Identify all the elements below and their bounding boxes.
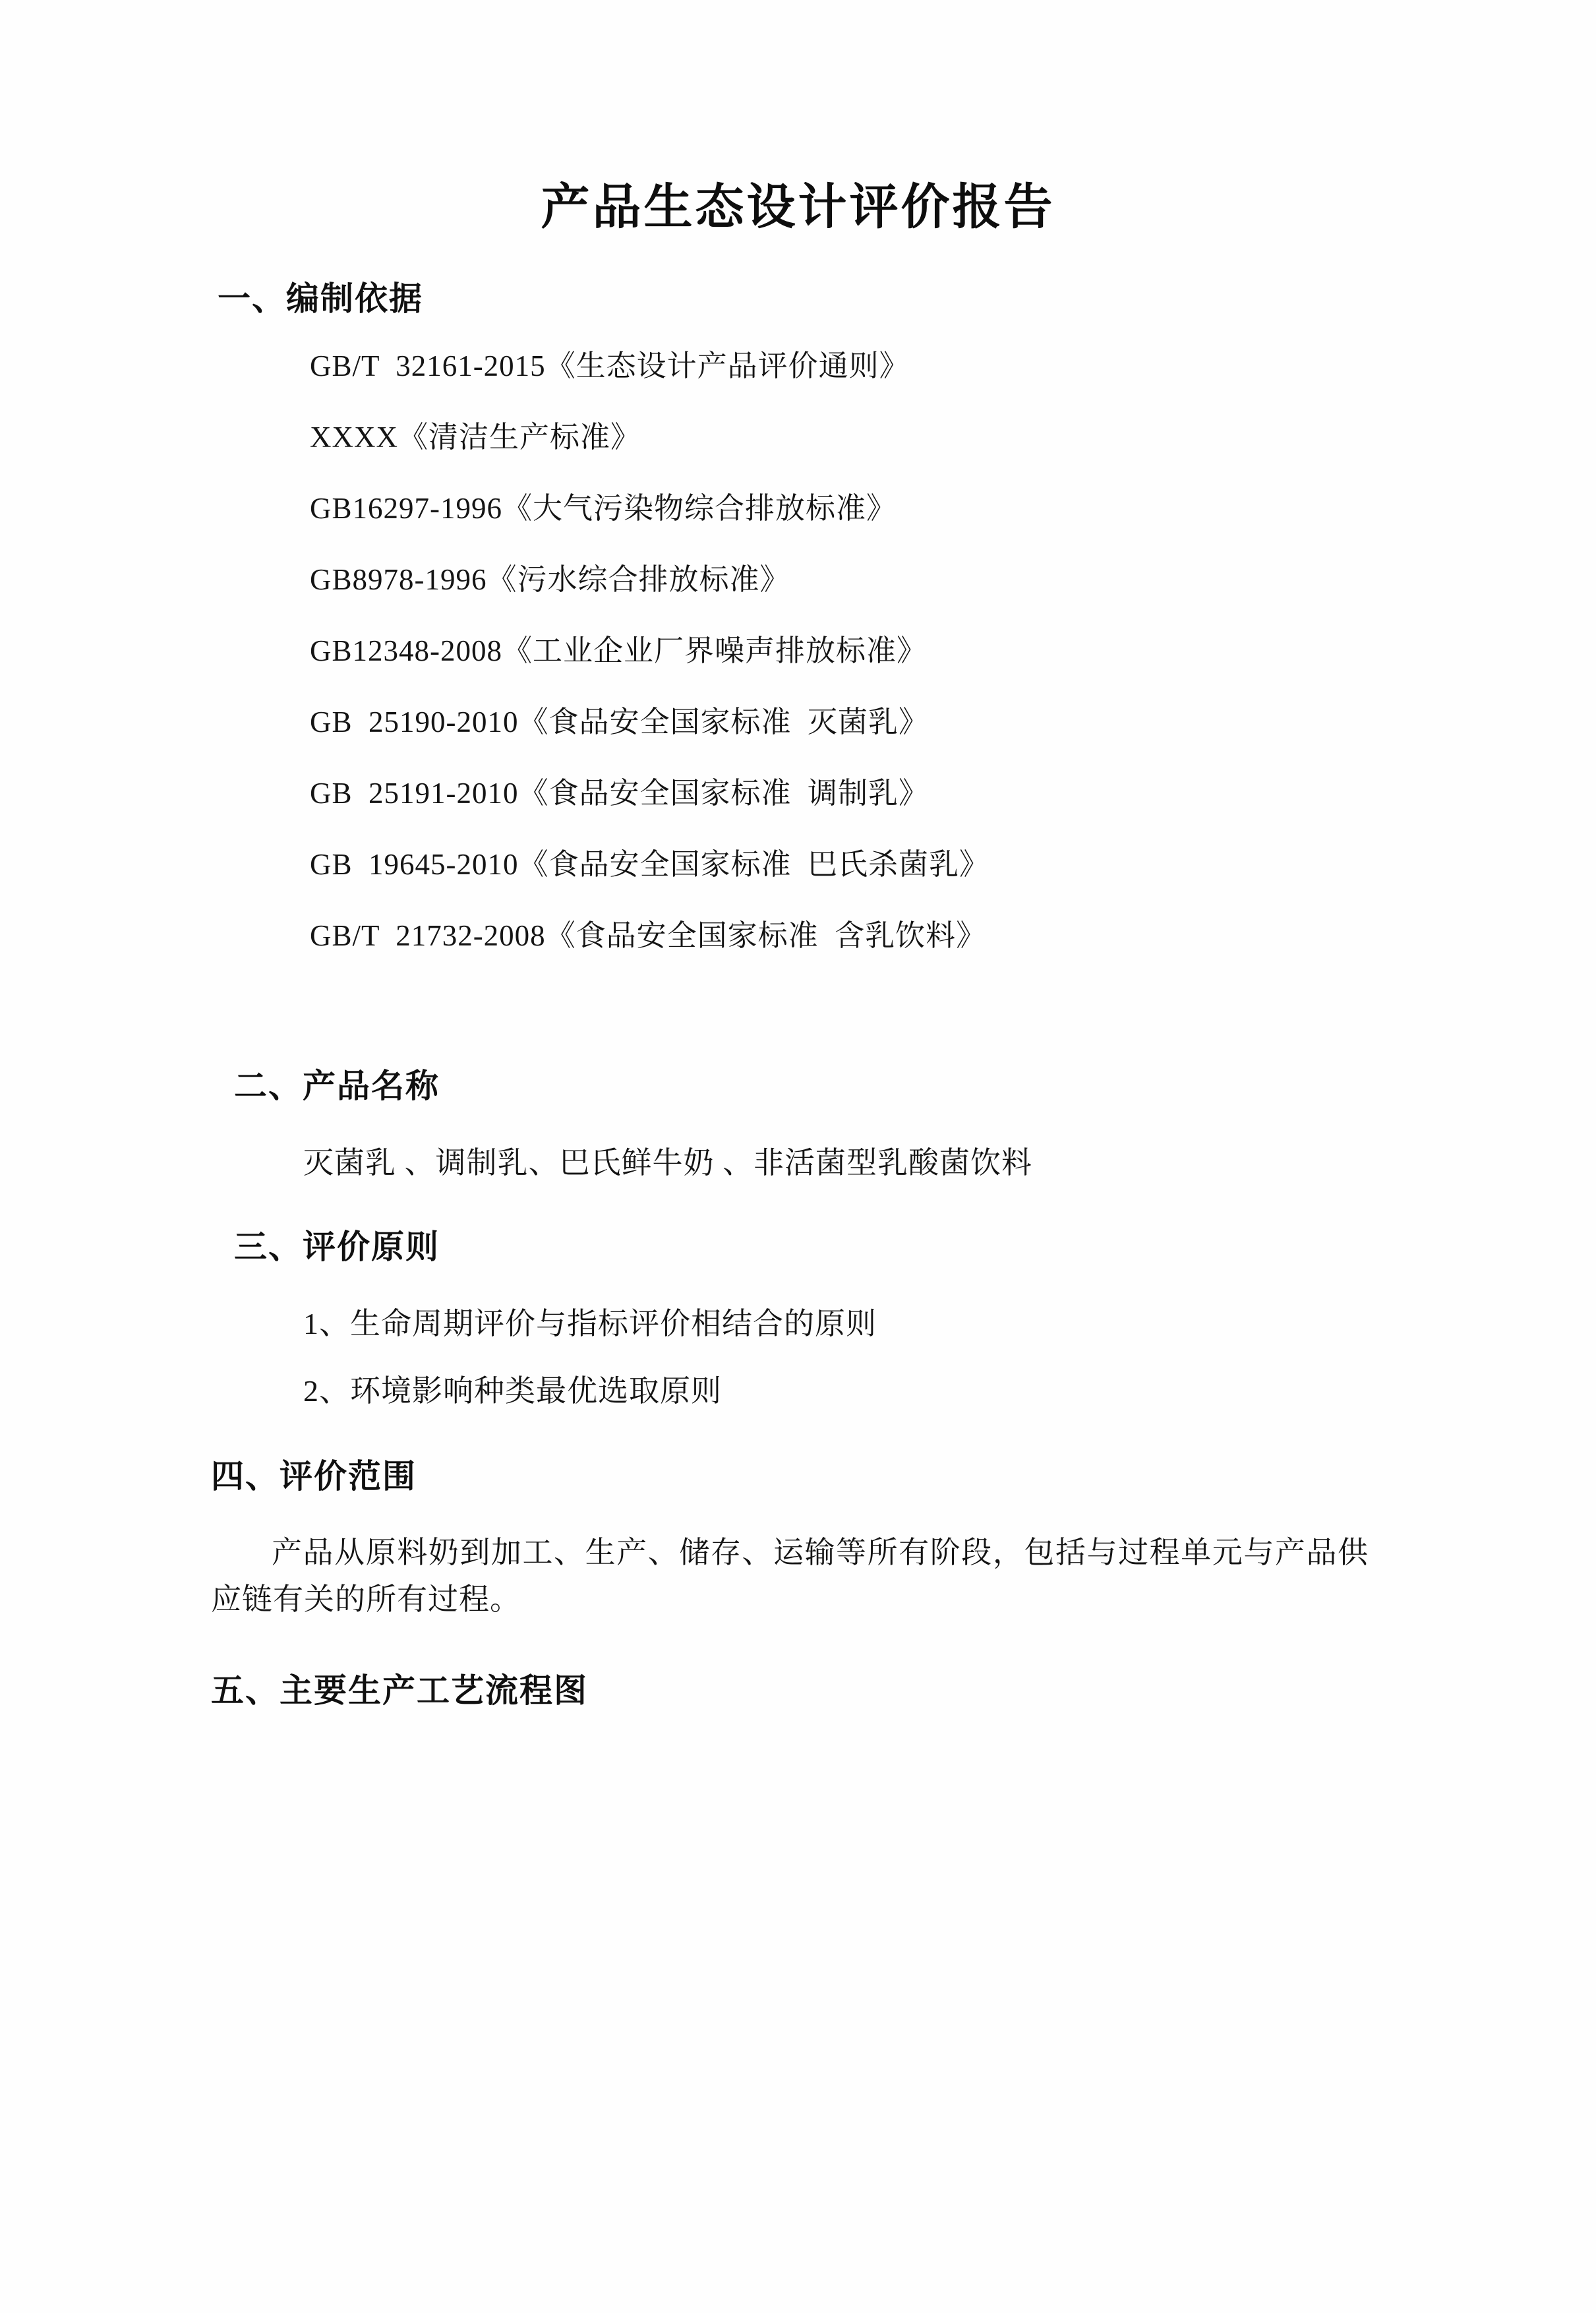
principle-item: 1、生命周期评价与指标评价相结合的原则: [303, 1307, 877, 1340]
principle-item: 2、环境影响种类最优选取原则: [303, 1374, 722, 1408]
scope-paragraph: 产品从原料奶到加工、生产、储存、运输等所有阶段，包括与过程单元与产品供应链有关的所有过程。: [211, 1536, 1369, 1617]
list-item: GB16297-1996《大气污染物综合排放标准》: [310, 492, 897, 525]
reference-list: [0, 351, 1596, 951]
section-heading-evaluation-principles: 三、评价原则: [234, 1228, 440, 1266]
list-item: GB 25190-2010《食品安全国家标准 灭菌乳》: [310, 706, 929, 738]
section-heading-evaluation-scope: 四、评价范围: [211, 1457, 417, 1495]
list-item: GB 19645-2010《食品安全国家标准 巴氏杀菌乳》: [310, 848, 990, 881]
product-name-line: 灭菌乳 、调制乳、巴氏鲜牛奶 、非活菌型乳酸菌饮料: [303, 1146, 1032, 1180]
section-heading-product-name: 二、产品名称: [234, 1067, 440, 1105]
list-item: GB/T 21732-2008《食品安全国家标准 含乳饮料》: [310, 919, 987, 952]
page-title: 产品生态设计评价报告: [541, 179, 1055, 235]
section-heading-compilation-basis: 一、编制依据: [218, 280, 423, 318]
list-item: GB12348-2008《工业企业厂界噪声排放标准》: [310, 634, 927, 667]
list-item: XXXX《清洁生产标准》: [310, 421, 641, 454]
section-heading-process-flow-diagram: 五、主要生产工艺流程图: [211, 1671, 588, 1710]
list-item: GB/T 32161-2015《生态设计产品评价通则》: [310, 349, 910, 382]
list-item: GB8978-1996《污水综合排放标准》: [310, 563, 790, 596]
list-item: GB 25191-2010《食品安全国家标准 调制乳》: [310, 777, 929, 810]
